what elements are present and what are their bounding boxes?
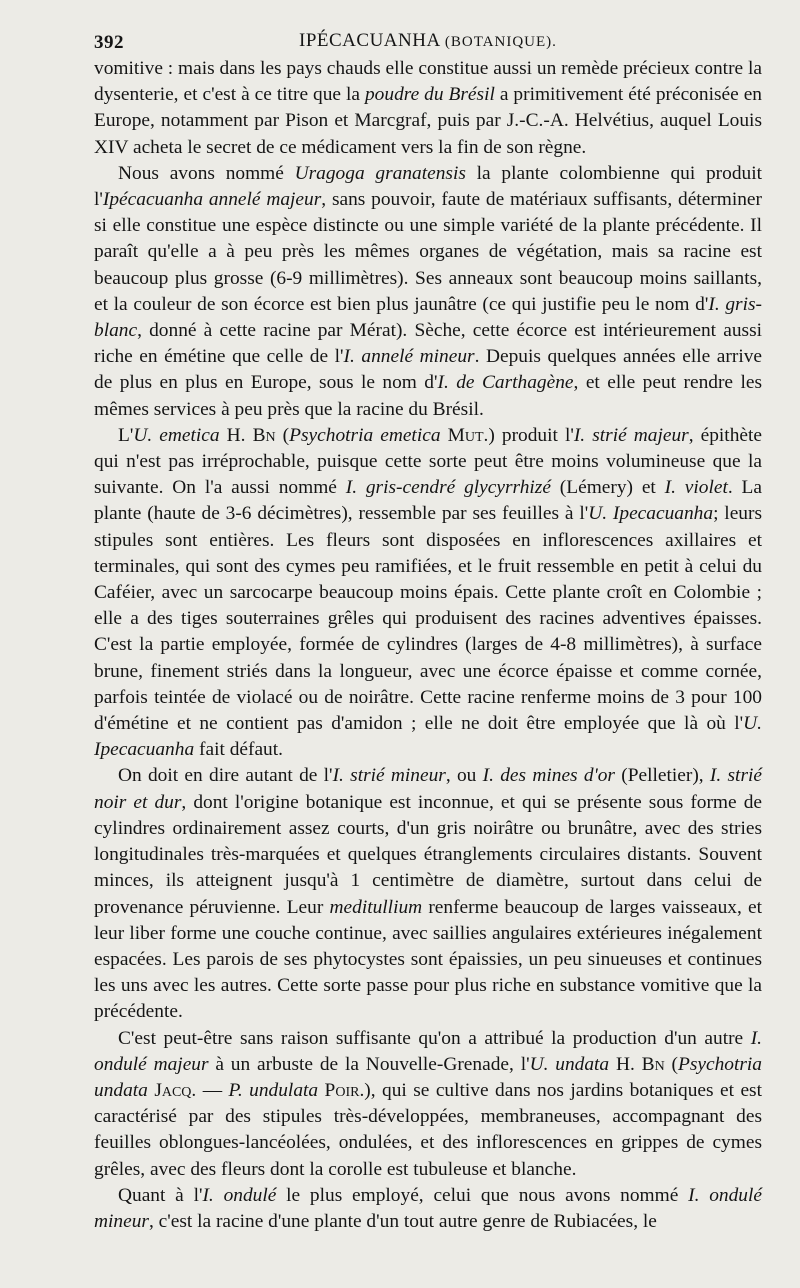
- paragraph: [94, 763, 762, 1025]
- italic-term: Psychotria emetica: [289, 424, 441, 446]
- paragraph: [94, 1026, 762, 1183]
- italic-term: poudre du Brésil: [364, 84, 495, 106]
- text-run: (: [275, 424, 290, 446]
- author-abbrev: Bn: [641, 1053, 665, 1075]
- paragraph: [94, 161, 762, 423]
- text-run: . Depuis quelques années elle arrive de plus en plus en Europe, sous le nom d': [94, 346, 763, 394]
- text-run: , c'est la racine d'une plante d'un tout autre genre de Rubiacées, le: [148, 1210, 657, 1232]
- text-run: , donné à cette racine par Mérat). Sèche, cette écorce est intérieurement aussi riche en émétine que celle de l': [94, 320, 762, 368]
- text-run: (: [664, 1053, 678, 1075]
- page-number: 392: [94, 32, 124, 53]
- author-abbrev: Bn: [252, 424, 276, 446]
- italic-term: P. undulata: [228, 1079, 319, 1101]
- text-run: Nous avons nommé: [118, 162, 295, 184]
- paragraph: [94, 1183, 762, 1235]
- text-run: (Lémery) et: [550, 477, 665, 499]
- italic-term: meditullium: [329, 896, 423, 918]
- text-run: . La plante (haute de 3-6 décimètres), ressemble par ses feuilles à l': [94, 477, 762, 525]
- author-abbrev: Mut: [447, 424, 484, 446]
- paragraph: [94, 423, 762, 764]
- text-run: [441, 425, 448, 446]
- text-run: renferme beaucoup de larges vaisseaux, et leur liber forme une couche continue, avec saillies angulaires extérieures inégalement espacées. Les parois de ses phytocystes sont épaissies, un peu sinueuses et continues les uns avec les autres. Cette sorte passe pour plus riche en substance vomitive que la précédente.: [94, 896, 763, 1023]
- italic-term: I. annelé mineur: [343, 346, 475, 368]
- text-run: C'est peut-être sans raison suffisante qu'on a attribué la production d'un autre: [118, 1027, 751, 1049]
- text-run: L': [118, 424, 134, 446]
- italic-term: Ipécacuanha annelé majeur: [102, 189, 322, 211]
- italic-term: I. violet: [664, 477, 728, 499]
- italic-term: I. ondulé majeur: [94, 1027, 762, 1075]
- italic-term: I. strié mineur: [332, 765, 446, 787]
- italic-term: U. undata: [529, 1053, 610, 1075]
- text-run: à un arbuste de la Nouvelle-Grenade, l': [208, 1053, 530, 1075]
- text-run: On doit en dire autant de l': [118, 765, 333, 787]
- text-run: . —: [191, 1079, 229, 1101]
- italic-term: U. Ipecacuanha: [588, 503, 714, 525]
- text-run: .) produit l': [483, 424, 574, 446]
- italic-term: I. ondulé: [202, 1184, 277, 1206]
- author-abbrev: Poir: [324, 1079, 360, 1101]
- text-run: H.: [609, 1053, 642, 1075]
- text-run: , ou: [445, 765, 483, 787]
- running-title-main: IPÉCACUANHA: [299, 30, 440, 51]
- text-run: a primitivement été préconisée en Europe, notamment par Pison et Marcgraf, puis par J.-C.-A. Helvétius, auquel Louis XIV acheta le secret de ce médicament vers la fin de son règne.: [94, 84, 762, 158]
- author-abbrev: Jacq: [154, 1079, 192, 1101]
- text-run: , dont l'origine botanique est inconnue, et qui se présente sous forme de cylindres ordinairement assez courts, d'un gris noirâtre ou brunâtre, avec des stries longitudinales très-marquées et quelques étranglements circulaires distants. Souvent minces, ils atteignent jusqu'à 1 centimètre de diamètre, surtout dans celui de provenance péruvienne. Leur: [94, 791, 763, 918]
- text-run: (Pelletier),: [614, 765, 710, 787]
- text-run: .), qui se cultive dans nos jardins botaniques et est caractérisé par des stipules très-développées, membraneuses, accompagnant des feuilles oblongues-lancéolées, ondulées, et des inflorescences en grippes de cymes grêles, avec des fleurs dont la corolle est tubuleuse et blanche.: [94, 1079, 762, 1180]
- text-run: , sans pouvoir, faute de matériaux suffisants, déterminer si elle constitue une espèce distincte ou une simple variété de la plante précédente. Il paraît qu'elle a à peu près les mêmes organes de végétation, mais sa racine est beaucoup plus grosse (6-9 millimètres). Ses anneaux sont beaucoup moins saillants, et la couleur de son écorce est bien plus jaunâtre (ce qui justifie peu le nom d': [94, 189, 762, 315]
- running-head: [94, 20, 762, 56]
- italic-term: I. ondulé mineur: [94, 1184, 762, 1232]
- text-run: , et elle peut rendre les mêmes services à peu près que la racine du Brésil.: [94, 372, 762, 420]
- italic-term: I. gris-cendré glycyrrhizé: [345, 477, 551, 499]
- text-run: , épithète qui n'est pas irréprochable, puisque cette sorte peut être moins volumineuse que la suivante. On l'a aussi nommé: [94, 424, 762, 499]
- running-title-subtitle: (BOTANIQUE).: [444, 34, 557, 50]
- italic-term: U. emetica: [133, 424, 220, 446]
- text-run: fait défaut.: [194, 739, 283, 761]
- italic-term: I. strié majeur: [573, 424, 689, 446]
- italic-term: Psychotria undata: [94, 1053, 762, 1101]
- italic-term: I. gris-blanc: [94, 293, 762, 342]
- text-run: H.: [219, 424, 253, 446]
- italic-term: I. strié noir et dur: [94, 765, 762, 813]
- italic-term: Uragoga granatensis: [294, 162, 466, 184]
- text-run: vomitive : mais dans les pays chauds elle constitue aussi un remède précieux contre la dysenterie, et c'est à ce titre que la: [94, 58, 762, 106]
- body-text: [94, 56, 762, 1235]
- text-run: ; leurs stipules sont entières. Les fleurs sont disposées en inflorescences axillaires et terminales, qui sont des cymes peu ramifiées, et le fruit ressemble en petit à celui du Caféier, avec un sarcocarpe beaucoup moins épais. Cette plante croît en Colombie ; elle a des tiges souterraines grêles qui produisent des racines adventives épaisses. C'est la partie employée, formée de cylindres (larges de 4-8 millimètres), à surface brune, finement striés dans la longueur, avec une écorce épaisse et comme cornée, parfois teintée de violacé ou de noirâtre. Cette racine renferme moins de 3 pour 100 d'émétine et ne contient pas d'amidon ; elle ne doit être employée que là où l': [94, 503, 762, 735]
- text-run: la plante colombienne qui produit l': [94, 162, 762, 211]
- paragraph: [94, 56, 762, 161]
- italic-term: I. des mines d'or: [482, 765, 615, 787]
- italic-term: I. de Carthagène: [437, 372, 574, 394]
- text-run: Quant à l': [118, 1184, 203, 1206]
- text-run: le plus employé, celui que nous avons nommé: [276, 1184, 689, 1206]
- running-title: [299, 30, 557, 52]
- italic-term: U. Ipecacuanha: [94, 713, 762, 761]
